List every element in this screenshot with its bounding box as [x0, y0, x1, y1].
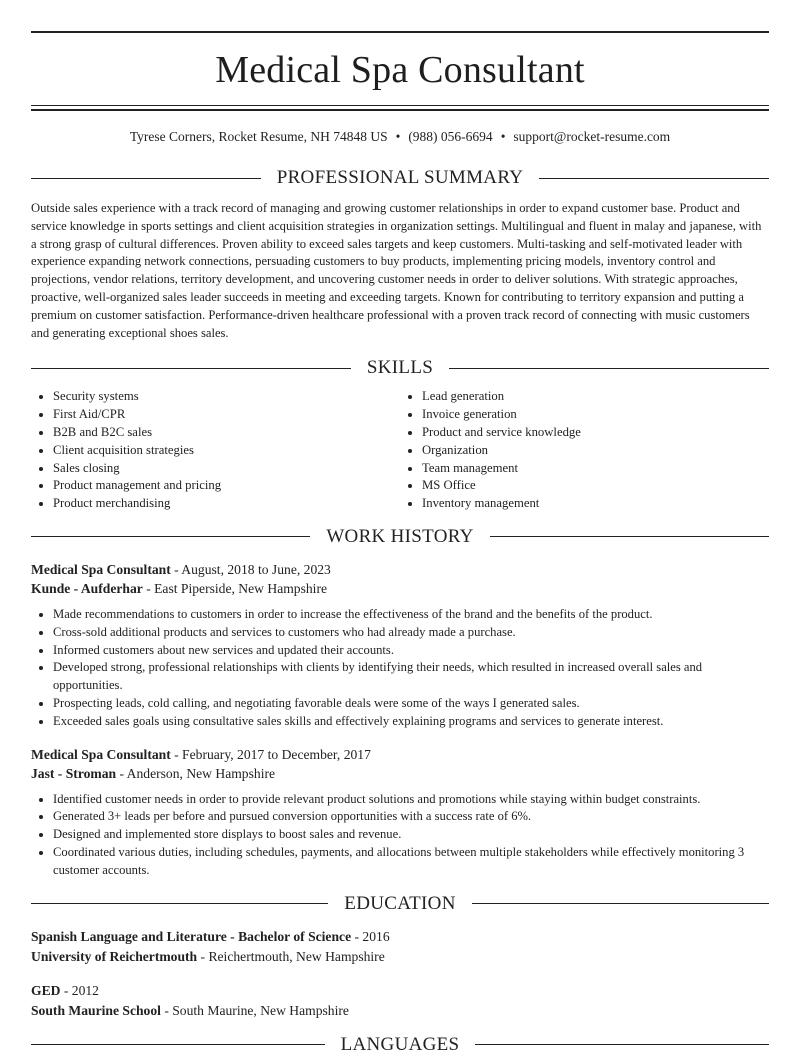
heading-rule-right	[449, 368, 769, 369]
top-rule	[31, 31, 769, 33]
education-location: - South Maurine, New Hampshire	[160, 1002, 349, 1018]
job-bullets	[31, 791, 769, 880]
heading-rule-right	[539, 178, 769, 179]
education-school-line	[31, 947, 769, 967]
heading-rule-right	[472, 903, 769, 904]
job-title-line	[31, 560, 769, 580]
skill-item: • Invoice generation	[422, 406, 769, 424]
education-degree: GED	[31, 982, 61, 998]
section-title: PROFESSIONAL SUMMARY	[276, 167, 524, 188]
job-bullet: • Made recommendations to customers in order to increase the effectiveness of the brand and the benefits of the product.	[53, 606, 769, 624]
skill-item: • Sales closing	[53, 460, 400, 478]
education-school-line	[31, 1001, 769, 1021]
heading-rule-left	[31, 368, 351, 369]
education-school: University of Reichertmouth	[31, 948, 198, 964]
education-entry	[31, 981, 769, 1021]
heading-rule-right	[475, 1044, 769, 1045]
skill-item: • Organization	[422, 442, 769, 460]
skill-item: • Inventory management	[422, 495, 769, 513]
resume-page	[31, 31, 769, 1057]
job-title: Medical Spa Consultant	[31, 561, 171, 577]
job-dates: - February, 2017 to December, 2017	[170, 746, 371, 762]
contact-line	[31, 128, 769, 146]
section-heading-work	[31, 525, 769, 549]
contact-separator: •	[500, 129, 506, 144]
job-entry	[31, 560, 769, 731]
job-entry	[31, 745, 769, 880]
job-bullet: • Designed and implemented store displays to boost sales and revenue.	[53, 826, 769, 844]
skill-item: • Product management and pricing	[53, 477, 400, 495]
skill-item: • Client acquisition strategies	[53, 442, 400, 460]
job-bullet: • Developed strong, professional relationships with clients by identifying their needs, which resulted in increased overall sales and opportunities.	[53, 659, 769, 695]
heading-rule-left	[31, 903, 328, 904]
skill-item: • Security systems	[53, 388, 400, 406]
contact-email[interactable]: support@rocket-resume.com	[513, 129, 671, 144]
heading-rule-right	[490, 536, 769, 537]
skill-item: • First Aid/CPR	[53, 406, 400, 424]
education-degree-line	[31, 927, 769, 947]
resume-title: Medical Spa Consultant	[215, 49, 585, 91]
contact-address: Tyrese Corners, Rocket Resume, NH 74848 US	[129, 129, 388, 144]
heading-rule-left	[31, 536, 310, 537]
section-title: SKILLS	[366, 357, 434, 379]
section-heading-education	[31, 892, 769, 916]
title-double-rule	[31, 105, 769, 111]
skill-item: • Lead generation	[422, 388, 769, 406]
job-company-line	[31, 764, 769, 784]
job-bullet: • Coordinated various duties, including schedules, payments, and allocations between multiple stakeholders while effectively monitoring 3 customer accounts.	[53, 844, 769, 880]
education-degree-line	[31, 981, 769, 1001]
job-bullet: • Cross-sold additional products and services to customers who had already made a purchase.	[53, 624, 769, 642]
education-location: - Reichertmouth, New Hampshire	[197, 948, 385, 964]
job-bullet: • Informed customers about new services and updated their accounts.	[53, 642, 769, 660]
skill-item: • Product and service knowledge	[422, 424, 769, 442]
education-year: - 2012	[60, 982, 99, 998]
section-heading-summary	[31, 166, 769, 190]
education-entry	[31, 927, 769, 967]
contact-separator: •	[395, 129, 401, 144]
job-company: Kunde - Aufderhar	[31, 581, 143, 597]
skill-item: • Team management	[422, 460, 769, 478]
skill-item: • B2B and B2C sales	[53, 424, 400, 442]
summary-paragraph: Outside sales experience with a track record of managing and growing customer relationships in order to expand customer base. Product and service knowledge in sports settings and client acquisition strategies in organization settings. Multilingual and fluent in malay and japanese, with a strong grasp of cultural differences. Proven ability to exceed sales targets and keep customers. Multi-tasking and self-motivated leader with experience expanding network connections, persuading customers to buy products, implementing pricing models, inventory control and projections, vendor relations, territory development, and uncovering customer needs in order to deliver solutions. With strategic approaches, proactive, well-organized sales leader succeeds in meeting and exceeding targets. Known for contributing to territory expansion and putting a premium on customer satisfaction. Performance-driven healthcare professional with a proven track record of connecting with music customers and generating exceptional shoes sales.	[31, 201, 762, 340]
job-bullet: • Prospecting leads, cold calling, and negotiating favorable deals were some of the ways I generated sales.	[53, 695, 769, 713]
job-title-line	[31, 745, 769, 765]
skill-item: • MS Office	[422, 477, 769, 495]
education-year: - 2016	[351, 928, 390, 944]
section-title: WORK HISTORY	[326, 525, 474, 547]
job-title: Medical Spa Consultant	[31, 746, 171, 762]
skills-columns	[31, 388, 769, 513]
job-bullet: • Generated 3+ leads per before and pursued conversion opportunities with a success rate of 6%.	[53, 808, 769, 826]
section-title: EDUCATION	[344, 892, 456, 914]
section-title: LANGUAGES	[340, 1033, 460, 1055]
skills-list-right	[400, 388, 769, 513]
job-bullets	[31, 606, 769, 731]
skills-list-left	[31, 388, 400, 513]
heading-rule-left	[31, 1044, 325, 1045]
skill-item: • Product merchandising	[53, 495, 400, 513]
job-dates: - August, 2018 to June, 2023	[170, 561, 331, 577]
education-degree: Spanish Language and Literature - Bachelor of Science	[31, 928, 352, 944]
education-school: South Maurine School	[31, 1002, 161, 1018]
heading-rule-left	[31, 178, 261, 179]
job-location: - Anderson, New Hampshire	[116, 766, 276, 782]
section-heading-languages	[31, 1033, 769, 1057]
job-bullet: • Exceeded sales goals using consultative sales skills and effectively explaining programs and services to generate interest.	[53, 713, 769, 731]
section-heading-skills	[31, 356, 769, 380]
job-location: - East Piperside, New Hampshire	[142, 581, 328, 597]
job-company: Jast - Stroman	[31, 766, 117, 782]
contact-phone: (988) 056-6694	[408, 129, 493, 144]
job-bullet: • Identified customer needs in order to provide relevant product solutions and promotions while staying within budget constraints.	[53, 791, 769, 809]
job-company-line	[31, 579, 769, 599]
